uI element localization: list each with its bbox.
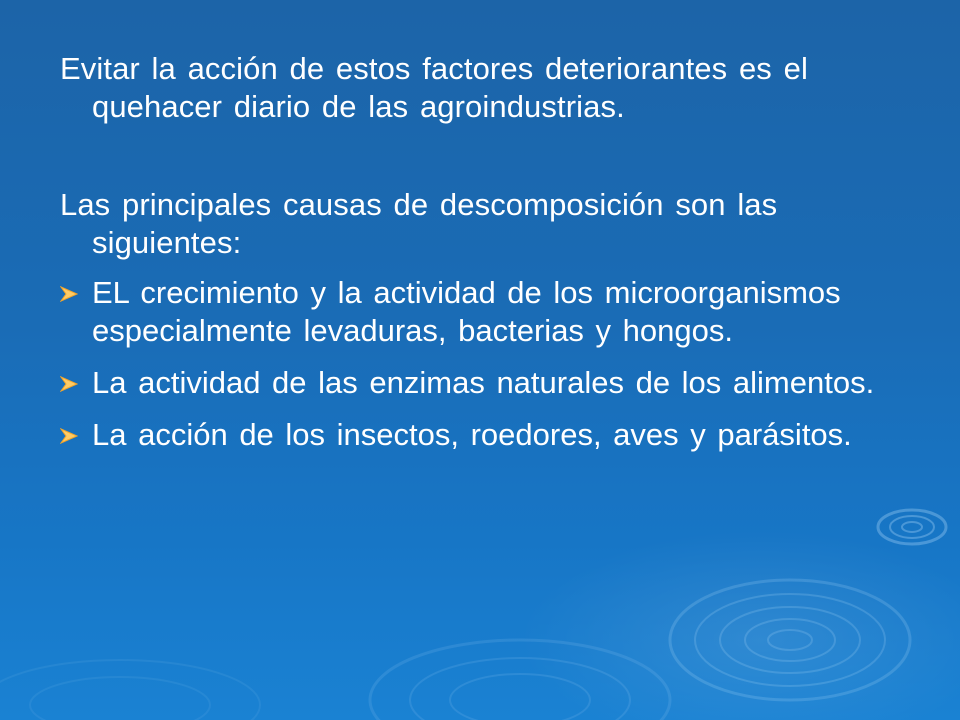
arrowhead-bullet-icon <box>60 376 78 392</box>
causes-heading-paragraph: Las principales causas de descomposición son las siguientes: <box>60 187 778 260</box>
intro-paragraph: Evitar la acción de estos factores deteriorantes es el quehacer diario de las agroindustrias. <box>60 51 808 124</box>
arrowhead-bullet-icon <box>60 428 78 444</box>
bullet-text: La actividad de las enzimas naturales de los alimentos. <box>92 365 875 400</box>
bullet-item <box>60 364 910 402</box>
slide-content <box>60 50 910 468</box>
bullet-text: La acción de los insectos, roedores, aves y parásitos. <box>92 417 852 452</box>
bullet-text: EL crecimiento y la actividad de los microorganismos especialmente levaduras, bacterias y hongos. <box>92 275 841 348</box>
bullet-item <box>60 274 910 350</box>
bullet-item <box>60 416 910 454</box>
arrowhead-bullet-icon <box>60 286 78 302</box>
